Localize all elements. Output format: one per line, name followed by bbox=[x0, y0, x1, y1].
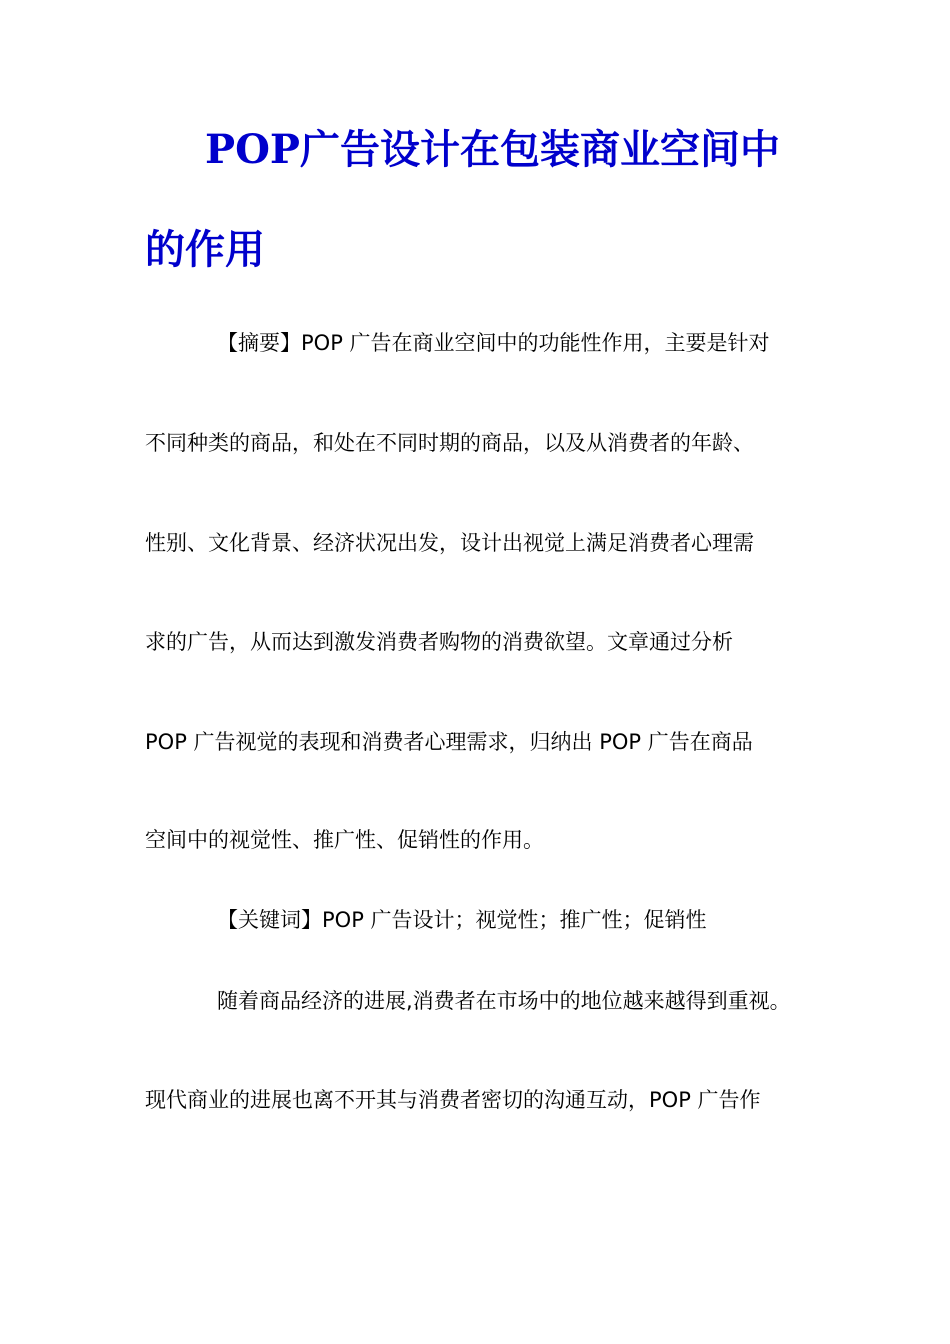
abstract-line: 【摘要】POP 广告在商业空间中的功能性作用，主要是针对 bbox=[217, 331, 770, 355]
abstract-line: 性别、文化背景、经济状况出发，设计出视觉上满足消费者心理需 bbox=[145, 531, 754, 555]
document-title-line-2: 的作用 bbox=[145, 226, 265, 273]
keywords-line: 【关键词】POP 广告设计；视觉性；推广性；促销性 bbox=[217, 908, 707, 932]
abstract-line: 求的广告，从而达到激发消费者购物的消费欲望。文章通过分析 bbox=[145, 630, 733, 654]
abstract-line: POP 广告视觉的表现和消费者心理需求，归纳出 POP 广告在商品 bbox=[145, 730, 753, 754]
abstract-line: 空间中的视觉性、推广性、促销性的作用。 bbox=[145, 828, 544, 852]
body-paragraph-line: 随着商品经济的进展,消费者在市场中的地位越来越得到重视。 bbox=[217, 989, 791, 1013]
document-title-line-1: POP广告设计在包装商业空间中 bbox=[205, 126, 780, 173]
body-paragraph-line: 现代商业的进展也离不开其与消费者密切的沟通互动，POP 广告作 bbox=[145, 1088, 761, 1112]
abstract-line: 不同种类的商品，和处在不同时期的商品，以及从消费者的年龄、 bbox=[145, 431, 754, 455]
